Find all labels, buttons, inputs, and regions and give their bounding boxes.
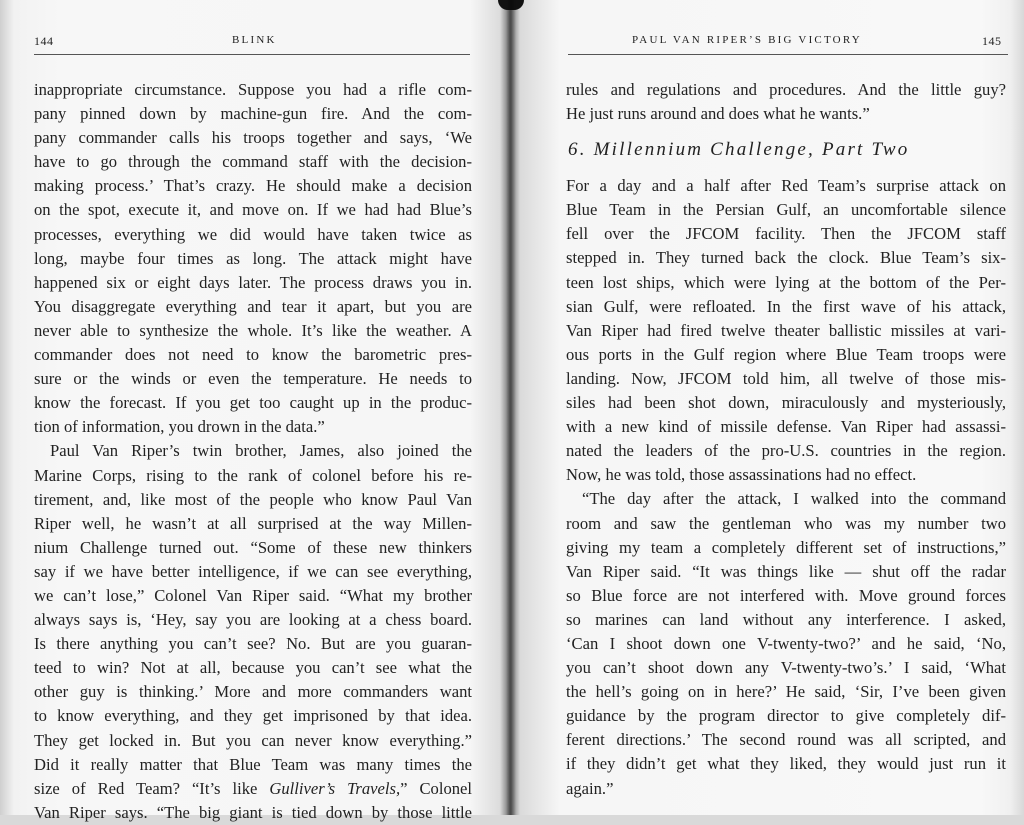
text-line: Paul Van Riper’s twin brother, James, also joined the [50,441,472,461]
text-line: “The day after the attack, I walked into the command [582,489,1006,509]
text-line: happened six or eight days later. The process draws you in. [34,272,472,292]
text-line: He just runs around and does what he wants.” [566,104,870,124]
text-line: know the forecast. If you get too caught up in the produc- [34,393,472,413]
left-header-rule [34,54,470,55]
text-line: Now, he was told, those assassinations had no effect. [566,465,917,485]
text-line: tirement, and, like most of the people who know Paul Van [34,489,472,509]
text-line: nium Challenge turned out. “Some of these new thinkers [34,537,472,557]
text-line: ‘Can I shoot down one V-twenty-two?’ and he said, ‘No, [566,633,1006,653]
text-line: always says is, ‘Hey, say you are looking at a chess board. [34,610,472,630]
text-line: Marine Corps, rising to the rank of colonel before his re- [34,465,472,485]
text-line: ous ports in the Gulf region where Blue Team troops were [566,344,1006,364]
text-line: rules and regulations and procedures. And the little guy? [566,80,1006,99]
book-title-italic: Gulliver’s Travels, [269,778,401,798]
text-line: if they didn’t get what they liked, they would just run it [566,754,1006,774]
text-line: making process.’ That’s crazy. He should make a decision [34,176,472,196]
text-line: You disaggregate everything and tear it apart, but you are [34,296,472,316]
text-line: siles had been shot down, miraculously and mysteriously, [566,393,1006,413]
text-line: commander does not need to know the barometric pres- [34,345,472,365]
text-line: pany commander calls his troops together and says, ‘We [34,128,472,148]
right-header-rule [568,54,1008,55]
text-line: so Blue force are not interfered with. Move ground forces [566,585,1006,605]
text-line: Van Riper had fired twelve theater ballistic missiles at vari- [566,320,1006,340]
text-line: landing. Now, JFCOM told him, all twelve of those mis- [566,368,1006,388]
right-body-text [566,78,1006,801]
left-body-text [34,78,472,825]
text-line: stepped in. They turned back the clock. Blue Team’s six- [566,248,1006,268]
text-line: fell over the JFCOM facility. Then the JFCOM staff [566,224,1006,244]
text-line: teen lost ships, which were lying at the bottom of the Per- [566,272,1006,292]
text-line: inappropriate circumstance. Suppose you had a rifle com- [34,80,472,99]
left-running-head: BLINK [232,34,277,46]
text-line-with-italic [34,777,472,801]
text-line: so marines can land without any interference. I asked, [566,609,1006,629]
text-line: guidance by the program director to give completely dif- [566,706,1006,726]
text-line: sure or the winds or even the temperature. He needs to [34,369,472,389]
text-line: again.” [566,778,614,798]
text-line: Did it really matter that Blue Team was many times the [34,754,472,774]
text-line: room and saw the gentleman who was my number two [566,513,1006,533]
text-line: teed to win? Not at all, because you can’t see what the [34,658,472,678]
text-line: For a day and a half after Red Team’s surprise attack on [566,176,1006,196]
text-line: Van Riper says. “The big giant is tied down by those little [34,802,472,822]
text-line: They get locked in. But you can never know everything.” [34,730,472,750]
text-segment: size of Red Team? “It’s like [34,778,270,798]
text-line: with a new kind of missile defense. Van Riper had assassi- [566,417,1006,437]
text-line: the hell’s going on in here?’ He said, ‘Sir, I’ve been given [566,682,1006,702]
text-line: processes, everything we did would have taken twice as [34,224,472,244]
text-line: sian Gulf, were refloated. In the first wave of his attack, [566,296,1006,316]
text-line: Riper well, he wasn’t at all surprised at the way Millen- [34,513,472,533]
text-line: tion of information, you drown in the data.” [34,417,325,437]
right-page [520,0,1024,815]
book-gutter [506,0,516,815]
right-page-number: 145 [982,34,1002,48]
text-line: say if we have better intelligence, if we can see everything, [34,561,472,581]
left-page [0,0,500,822]
text-line: Is there anything you can’t see? No. But are you guaran- [34,634,472,654]
text-line: to know everything, and they get imprisoned by that idea. [34,706,472,726]
section-heading: 6. Millennium Challenge, Part Two [568,139,910,161]
left-page-number: 144 [34,34,54,48]
text-line: long, maybe four times as long. The attack might have [34,248,472,268]
text-line: Van Riper said. “It was things like — shut off the radar [566,561,1006,581]
text-line: ferent directions.’ The second round was all scripted, and [566,730,1006,750]
text-line: nated the leaders of the pro-U.S. countries in the region. [566,441,1006,461]
text-segment: ” Colonel [400,778,473,798]
text-line: you can’t shoot down any V-twenty-two’s.’ I said, ‘What [566,658,1006,678]
text-line: Blue Team in the Persian Gulf, an uncomfortable silence [566,200,1006,220]
right-running-header [568,34,1010,54]
text-line: never able to synthesize the whole. It’s like the weather. A [34,320,472,340]
right-running-head: PAUL VAN RIPER’S BIG VICTORY [632,34,862,46]
text-line: pany pinned down by machine-gun fire. And the com- [34,104,472,124]
left-running-header [34,34,474,54]
text-line: other guy is thinking.’ More and more commanders want [34,682,472,702]
text-line: we can’t lose,” Colonel Van Riper said. “What my brother [34,585,472,605]
text-line: have to go through the command staff with the decision- [34,152,472,172]
text-line: giving my team a completely different set of instructions,” [566,537,1006,557]
text-line: on the spot, execute it, and move on. If we had had Blue’s [34,200,472,220]
